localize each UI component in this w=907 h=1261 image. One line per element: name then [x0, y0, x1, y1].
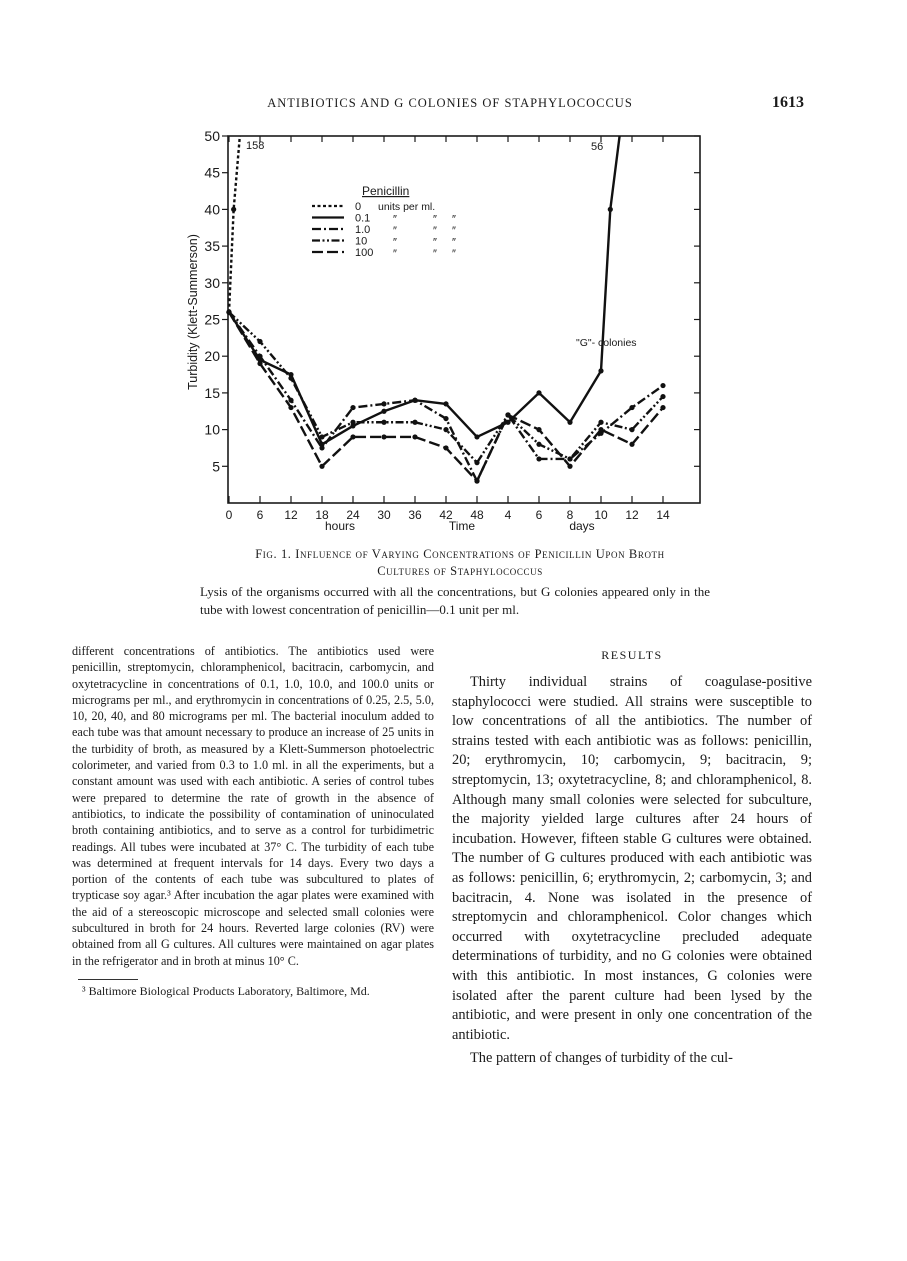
legend-ditto: ″	[393, 248, 397, 260]
data-point	[350, 405, 355, 410]
legend-ditto: ″	[452, 248, 456, 260]
data-point	[567, 456, 572, 461]
right-column	[452, 673, 812, 1069]
data-point	[443, 445, 448, 450]
legend-ditto: ″	[433, 248, 437, 260]
y-tick-label: 15	[204, 384, 220, 401]
data-point	[536, 427, 541, 432]
data-point	[226, 310, 231, 315]
legend-ditto: ″	[452, 236, 456, 249]
data-point	[288, 405, 293, 410]
y-tick-label: 20	[204, 348, 220, 365]
series-line-0.1	[229, 136, 620, 444]
turbidity-chart	[0, 0, 907, 545]
legend-ditto: ″	[433, 213, 437, 226]
data-point	[381, 401, 386, 406]
y-tick-label: 25	[204, 311, 220, 328]
series-line-10	[229, 312, 663, 462]
legend-ditto: ″	[433, 236, 437, 249]
data-point	[412, 420, 417, 425]
y-tick-label: 30	[204, 274, 220, 291]
data-point	[536, 390, 541, 395]
legend	[312, 184, 456, 260]
methods-paragraph: different concentrations of antibiotics. The antibiotics used were penicillin, streptomycin, chloramphenicol, bacitracin, carbomycin, and oxytetracycline in concentrations of 0.1, 1.0, 10.0, and 100.0 units or micrograms per ml., and erythromycin in concentrations of 0.25, 2.5, 5.0, 10, 20, 40, and 80 micrograms per ml. The bacterial inoculum added to each tube was that amount necessary to produce an increase of 25 units in the turbidity of broth, as measured by a Klett-Summerson photoelectric colorimeter, and varied from 0.3 to 1.0 ml. in all the experiments, but a constant amount was used with each antibiotic. A series of control tubes were prepared to determine the rate of growth in the absence of antibiotics, to indicate the possibility of contamination of uninoculated broth containing antibiotics, and to serve as a control for turbidimetric readings. All tubes were incubated at 37° C. The turbidity of each tube was determined at frequent intervals for 14 days. Every two days a portion of the contents of each tube was subcultured to plates of trypticase soy agar.³ After incubation the agar plates were examined with the aid of a stereoscopic microscope and selected small colonies were subcultured in broth for 24 hours. Reverted large colonies (RV) were obtained from all G cultures. All cultures were maintained on agar plates in the refrigerator and in broth at minus 10° C.	[72, 644, 434, 968]
legend-label: 10	[355, 235, 368, 248]
x-label-hours: hours	[324, 519, 356, 533]
x-tick-label: 14	[656, 508, 670, 522]
footnote: ³ Baltimore Biological Products Laboratory, Baltimore, Md.	[82, 983, 370, 998]
x-tick-label: 42	[439, 508, 453, 522]
data-point	[629, 405, 634, 410]
x-label-time: Time	[448, 519, 476, 533]
legend-label: 100	[355, 247, 374, 259]
data-point	[257, 361, 262, 366]
caption-title-line-1: Fig. 1. Influence of Varying Concentrations of Penicillin Upon Broth	[255, 547, 665, 561]
data-point	[598, 420, 603, 425]
data-point	[567, 464, 572, 469]
running-head: ANTIBIOTICS AND G COLONIES OF STAPHYLOCOCCUS	[267, 96, 633, 110]
legend-ditto: ″	[393, 225, 397, 237]
results-heading: RESULTS	[601, 648, 663, 662]
x-tick-label: 48	[470, 508, 484, 522]
data-point	[412, 398, 417, 403]
legend-ditto: ″	[393, 213, 397, 226]
data-point	[288, 376, 293, 381]
figure-caption-title	[190, 546, 730, 580]
y-tick-label: 40	[204, 201, 220, 218]
annotation-g-colonies: "G"- colonies	[576, 337, 637, 349]
x-label-days: days	[569, 519, 595, 533]
x-tick-label: 12	[625, 508, 639, 522]
data-point	[350, 434, 355, 439]
x-tick-label: 6	[535, 508, 543, 522]
data-point	[629, 442, 634, 447]
data-point	[474, 460, 479, 465]
y-tick-label: 45	[204, 164, 220, 181]
data-point	[660, 383, 665, 388]
footnote-rule	[78, 979, 138, 980]
data-point	[257, 339, 262, 344]
legend-ditto: ″	[393, 236, 397, 249]
results-paragraph-2: The pattern of changes of turbidity of the cul-	[470, 1050, 733, 1067]
data-point	[350, 420, 355, 425]
x-tick-label: 12	[284, 508, 298, 522]
x-tick-label: 24	[346, 508, 360, 522]
legend-title: Penicillin	[362, 184, 410, 198]
page-number: 1613	[772, 94, 804, 111]
data-point	[443, 401, 448, 406]
x-tick-label: 30	[377, 508, 391, 522]
left-column	[72, 643, 434, 999]
figure-caption-body: Lysis of the organisms occurred with all the concentrations, but G colonies appeared only in the tube with lowest concentration of penicillin—0.1 unit per ml.	[200, 584, 710, 617]
data-point	[536, 442, 541, 447]
results-paragraph-1: Thirty individual strains of coagulase-positive staphylococci were studied. All strains were susceptible to low concentrations of all the antibiotics. The number of strains tested with each antibiotic was as follows: penicillin, 20; erythromycin, 10; carbomycin, 9; bacitracin, 9; streptomycin, 13; oxytetracycline, 8; and chloramphenicol, 8. Although many small colonies were selected for subculture, the majority yielded large cultures after 24 hours of incubation. However, fifteen stable G cultures were obtained. The number of G cultures produced with each antibiotic was as follows: penicillin, 6; erythromycin, 2; carbomycin, 3; and bacitracin, 4. None was isolated in the presence of streptomycin and chloramphenicol. Color changes which occurred with oxytetracycline precluded adequate determinations of turbidity, and no G colonies were obtained with this antibiotic. In most instances, G colonies were isolated after the parent culture had been lysed by the antibiotic, and were present in only one concentration of the antibiotic.	[452, 674, 812, 1043]
data-point	[598, 427, 603, 432]
y-axis-label: Turbidity (Klett-Summerson)	[186, 234, 200, 390]
series-line-0	[229, 136, 240, 312]
x-tick-label: 18	[315, 508, 329, 522]
legend-units-header: units per ml.	[378, 201, 436, 213]
legend-ditto: ″	[433, 225, 437, 237]
x-tick-label: 8	[566, 508, 574, 522]
data-point	[443, 427, 448, 432]
data-point	[629, 427, 634, 432]
data-point	[319, 464, 324, 469]
y-tick-label: 10	[204, 421, 220, 438]
legend-ditto: ″	[452, 225, 456, 237]
data-point	[598, 368, 603, 373]
data-point	[474, 478, 479, 483]
x-tick-label: 4	[504, 508, 512, 522]
annotation-158: 158	[246, 140, 265, 152]
data-point	[505, 412, 510, 417]
legend-label: 1.0	[355, 224, 371, 236]
data-point	[288, 398, 293, 403]
y-tick-label: 35	[204, 238, 220, 255]
data-point	[381, 434, 386, 439]
legend-label: 0.1	[355, 212, 371, 225]
x-tick-label: 0	[225, 508, 233, 522]
data-point	[257, 354, 262, 359]
data-point	[474, 434, 479, 439]
data-point	[381, 409, 386, 414]
legend-label: 0	[355, 201, 362, 213]
data-point	[567, 420, 572, 425]
data-point	[608, 207, 613, 212]
data-point	[660, 394, 665, 399]
data-point	[660, 405, 665, 410]
x-tick-label: 36	[408, 508, 422, 522]
y-tick-label: 5	[212, 458, 220, 475]
data-point	[536, 456, 541, 461]
data-point	[319, 434, 324, 439]
data-point	[231, 207, 236, 212]
data-point	[319, 445, 324, 450]
caption-title-line-2: Cultures of Staphylococcus	[377, 564, 543, 578]
data-point	[412, 434, 417, 439]
legend-ditto: ″	[452, 213, 456, 226]
plot-frame	[228, 136, 700, 503]
x-tick-label: 10	[594, 508, 608, 522]
annotation-56: 56	[591, 141, 604, 153]
y-tick-label: 50	[204, 128, 220, 144]
data-point	[443, 416, 448, 421]
data-point	[381, 420, 386, 425]
x-tick-label: 6	[256, 508, 264, 522]
